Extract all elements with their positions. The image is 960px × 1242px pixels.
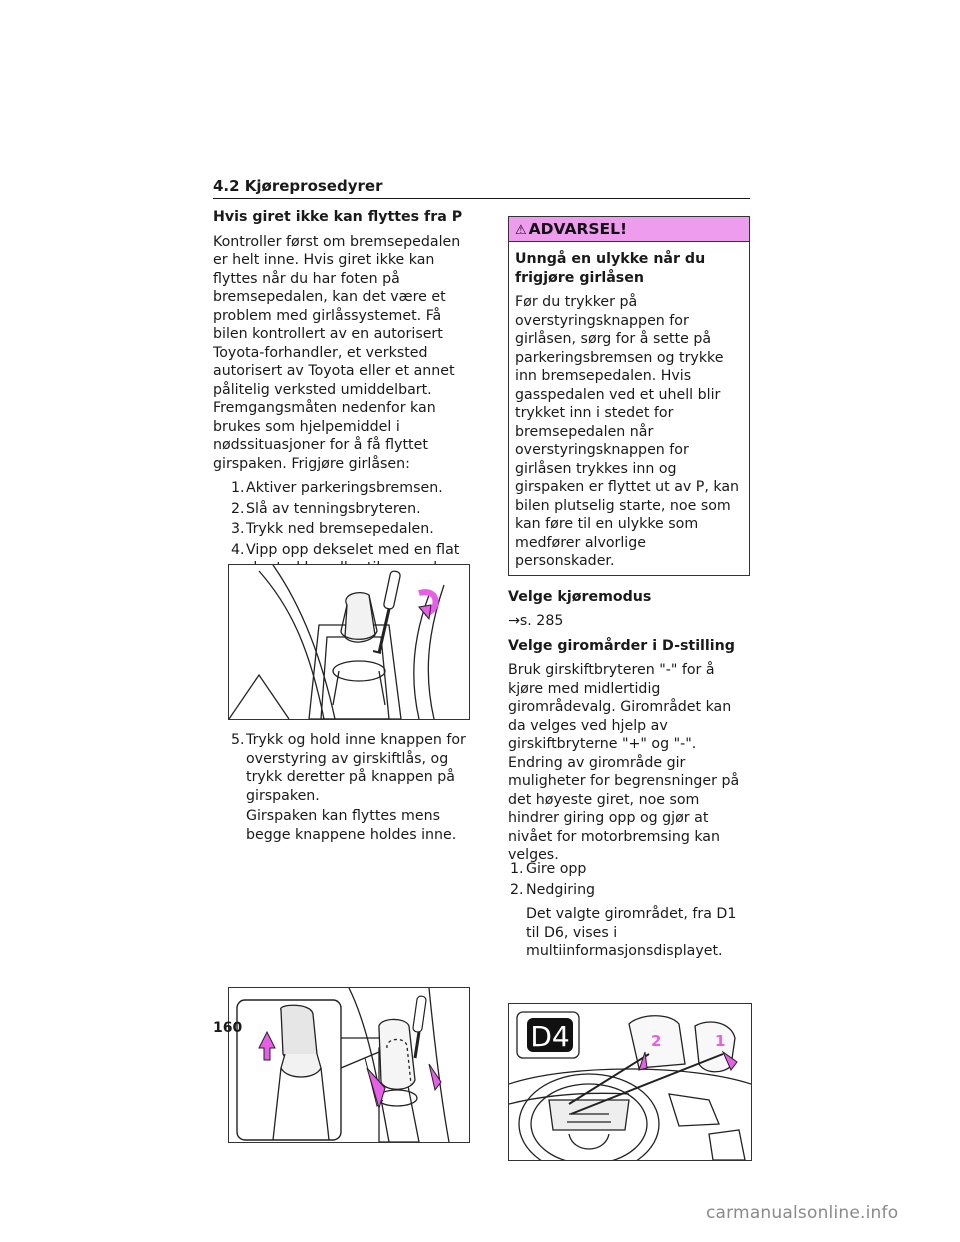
warning-text: Før du trykker på overstyringsknappen for girlåsen, sørg for å sette på parkeringsbremsen og trykke inn bremsepedalen. Hvis gasspedalen ved et uhell blir trykket inn i stedet for bremsepedalen når overstyringsknappen for girlåsen trykkes inn og girspaken er flyttet ut av P, kan bilen plutselig starte, noe som kan føre til en ulykke som medfører alvorlige personskader. — [515, 294, 740, 569]
figure-override-button — [228, 987, 470, 1143]
list-item: 4. Vipp opp dekselet med en flat — [231, 541, 460, 558]
warning-body — [509, 242, 749, 575]
paddle-note: Det valgte girområdet, fra D1 til D6, vises i multiinformasjonsdisplayet. — [526, 906, 737, 959]
section-header — [213, 176, 750, 199]
list-item: 1. Gire opp — [510, 861, 587, 877]
section-title: 4.2 Kjøreprosedyrer — [213, 177, 383, 195]
paddle-steps — [508, 860, 750, 899]
heading-gear-range: Velge giromårder i D-stilling — [508, 637, 735, 654]
page-number: 160 — [213, 1020, 243, 1036]
list-item: 2. Slå av tenningsbryteren. — [231, 500, 421, 517]
shift-lock-override-illustration — [229, 988, 469, 1142]
list-item: 2. Nedgiring — [510, 881, 596, 898]
left-intro: Kontroller først om bremsepedalen er helt inne. Hvis giret ikke kan flyttes når du har foten på bremsepedalen, kan det være et problem med girlåssystemet. Få bilen kontrollert av en autorisert Toyota-forhandler, et verksted autorisert av Toyota eller et annet pålitelig verksted umiddelbart. Fremgangsmåten nedenfor kan brukes som hjelpemiddel i nødssituasjoner for å få flyttet girspaken. Frigjøre girlåsen: — [213, 233, 461, 472]
gear-display-text: D4 — [530, 1020, 570, 1053]
heading-drive-mode: Velge kjøremodus — [508, 588, 652, 605]
warning-triangle-icon: ⚠ — [515, 223, 527, 238]
warning-box — [508, 216, 750, 576]
right-column — [508, 216, 750, 871]
steering-wheel-illustration — [509, 1004, 751, 1160]
paddle-label-2: 2 — [651, 1032, 662, 1050]
warning-header — [509, 217, 749, 242]
warning-heading: Unngå en ulykke når du frigjøre girlåsen — [515, 251, 706, 286]
step-5-list — [213, 731, 471, 805]
list-item: 5. Trykk og hold inne knappen for overstyring av girskiftlås, og trykk deretter på knappen på girspaken. — [231, 732, 466, 804]
figure-pry-cover — [228, 564, 470, 720]
step-5-note: Girspaken kan flyttes mens begge knappene holdes inne. — [246, 808, 457, 843]
right-column-lower — [508, 860, 750, 967]
page-reference-link[interactable]: →s. 285 — [508, 613, 564, 629]
paddle-label-1: 1 — [715, 1032, 726, 1050]
warning-title: ADVARSEL! — [528, 220, 628, 238]
watermark: carmanualsonline.info — [706, 1203, 899, 1223]
list-item: 3. Trykk ned bremsepedalen. — [231, 521, 434, 537]
list-item: 1. Aktiver parkeringsbremsen. — [231, 480, 443, 496]
left-heading: Hvis giret ikke kan flyttes fra P — [213, 209, 463, 225]
left-column-lower — [213, 731, 471, 850]
shift-lever-screwdriver-illustration — [229, 565, 469, 719]
gear-range-text: Bruk girskiftbryteren "-" for å kjøre med midlertidig girområdevalg. Girområdet kan da velges ved hjelp av girskiftbryterne "+" og "-". Endring av girområde gir muligheter for begrensninger på det høyeste giret, noe som hindrer giring opp og gjør at nivået for motorbremsing kan velges. — [508, 662, 740, 863]
figure-paddle-shifters — [508, 1003, 752, 1161]
